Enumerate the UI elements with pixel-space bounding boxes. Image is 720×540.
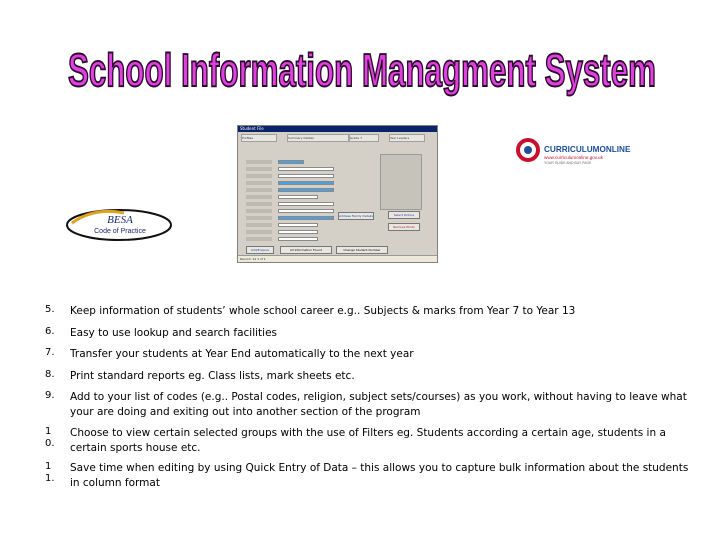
record-navigator: Record: 14 1 of 1 xyxy=(238,255,438,262)
add-enquire-button: Add/Enquire xyxy=(246,246,274,254)
student-photo-placeholder xyxy=(380,154,422,210)
list-item-number: 5. xyxy=(45,304,55,315)
curriculum-logo-tagline: YOUR GUIDE AND BUY PAGE xyxy=(544,161,592,165)
select-picture-button: Select Picture xyxy=(388,211,420,219)
all-information-button: All Information Found xyxy=(280,246,332,254)
form-tab: Profiles xyxy=(241,134,277,142)
page-title xyxy=(62,40,662,100)
form-tab: Year Leaders xyxy=(389,134,425,142)
besa-logo-caption: Code of Practice xyxy=(94,228,146,235)
list-item-number: 8. xyxy=(45,369,55,380)
list-item-text: Choose to view certain selected groups with the use of Filters eg. Students according a certain age, students in a certain sports house etc. xyxy=(70,427,666,454)
change-student-number-button: Change Student Number xyxy=(336,246,388,254)
list-item-text: Easy to use lookup and search facilities xyxy=(70,327,278,339)
list-item-text: Save time when editing by using Quick Entry of Data – this allows you to capture bulk information about the students in column format xyxy=(70,462,689,489)
curriculum-online-logo xyxy=(516,133,644,173)
list-item-text: Transfer your students at Year End automatically to the next year xyxy=(70,348,414,360)
page-title-text: School Information Managment System xyxy=(67,44,656,97)
list-item-number: 1 0. xyxy=(45,426,55,449)
address-family-button: Address Family Details xyxy=(339,214,373,218)
curriculum-logo-name: CURRICULUMONLINE xyxy=(544,145,631,154)
list-item-number: 7. xyxy=(45,347,55,358)
remove-photo-button: Remove Photo xyxy=(388,223,420,231)
list-item-text: Print standard reports eg. Class lists, mark sheets etc. xyxy=(70,370,355,382)
form-titlebar: Student File xyxy=(238,126,437,132)
besa-logo xyxy=(64,203,174,243)
form-tab: Summary Details xyxy=(287,134,349,142)
form-screenshot xyxy=(237,125,438,263)
form-tab: Grade 7 xyxy=(349,134,379,142)
list-item-number: 6. xyxy=(45,326,55,337)
list-item-text: Keep information of students’ whole school career e.g.. Subjects & marks from Year 7 to Year 13 xyxy=(70,305,576,317)
list-item-number: 1 1. xyxy=(45,461,55,484)
list-item-number: 9. xyxy=(45,390,55,401)
list-item-text: Add to your list of codes (e.g.. Postal codes, religion, subject sets/courses) as you work, without having to leave what your are doing and exiting out into another section of the program xyxy=(70,391,687,418)
form-tab-strip xyxy=(241,134,435,148)
besa-logo-name: BESA xyxy=(107,214,133,226)
curriculum-logo-url: www.curriculumonline.gov.uk xyxy=(544,155,603,160)
